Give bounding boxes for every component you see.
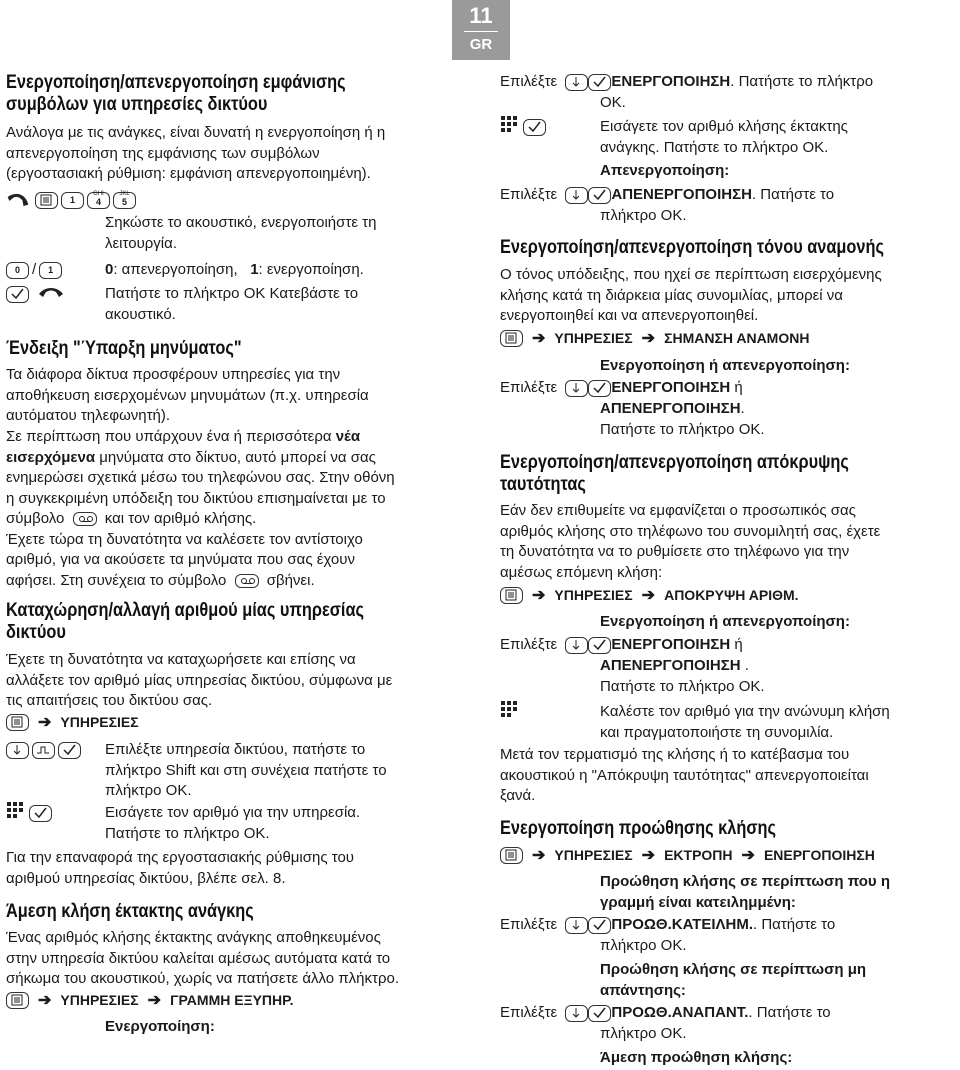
slash-separator: / bbox=[32, 260, 37, 278]
page-number: 11 bbox=[469, 3, 493, 28]
down-arrow-key-icon bbox=[6, 742, 29, 759]
ok-check-icon bbox=[588, 187, 611, 204]
text-line: Πατήστε το πλήκτρο OK. bbox=[105, 824, 270, 842]
keypad-only bbox=[500, 702, 520, 722]
subheading-toggle: Ενεργοποίηση ή απενεργοποίηση: bbox=[600, 613, 850, 630]
key-4-icon bbox=[87, 192, 110, 209]
text-line: αριθμό, για να ακούσετε τα μηνύματα που σας έχουν bbox=[6, 551, 355, 568]
option-value: ΠΡΟΩΘ.ΑΝΑΠΑΝΤ. bbox=[611, 1004, 749, 1021]
down-arrow-key-icon bbox=[565, 917, 588, 934]
text-line bbox=[6, 509, 395, 530]
text-line bbox=[600, 399, 745, 420]
menu-path-caller-id bbox=[500, 585, 799, 605]
text-line: αυτόματου τηλεφωνητή). bbox=[6, 407, 171, 424]
menu-item: ΥΠΗΡΕΣΙΕΣ bbox=[60, 714, 139, 730]
right-arrow-icon: ➔ bbox=[641, 587, 656, 604]
text-line: και πραγματοποιήστε τη συνομιλία. bbox=[600, 723, 834, 741]
text-line: Εάν δεν επιθυμείτε να εμφανίζεται ο προσωπικός σας bbox=[500, 502, 856, 519]
right-arrow-icon: ➔ bbox=[641, 330, 656, 347]
subheading-deactivation: Απενεργοποίηση: bbox=[600, 162, 730, 179]
key-sublabel: GHI bbox=[93, 190, 104, 197]
text-span: . bbox=[740, 657, 749, 674]
handset-icon bbox=[6, 190, 32, 211]
text-line: Για την επαναφορά της εργοστασιακής ρύθμισης του bbox=[6, 849, 355, 866]
menu-key-icon bbox=[35, 192, 58, 209]
key-label: 1 bbox=[69, 194, 75, 205]
right-arrow-icon: ➔ bbox=[38, 992, 52, 1009]
text-line bbox=[600, 656, 749, 677]
subheading-forward-no-answer bbox=[600, 960, 866, 1001]
key-label: 0 bbox=[14, 264, 20, 275]
down-arrow-key-icon bbox=[565, 637, 588, 654]
text-line: Προώθηση κλήσης σε περίπτωση που η bbox=[600, 873, 890, 890]
service-number-outro bbox=[6, 848, 354, 889]
text-span: . Πατήστε το bbox=[751, 186, 835, 203]
ok-check-icon bbox=[523, 119, 546, 136]
text-span: αφήσει. Στη συνέχεια το σύμβολο bbox=[6, 571, 227, 589]
text-line bbox=[6, 427, 395, 448]
text-line: Τα διάφορα δίκτυα προσφέρουν υπηρεσίες για την bbox=[6, 366, 341, 383]
text-line: ξανά. bbox=[500, 787, 536, 804]
subheading-forward-busy bbox=[600, 872, 890, 913]
menu-item: ΕΝΕΡΓΟΠΟΙΗΣΗ bbox=[763, 847, 875, 863]
right-arrow-icon: ➔ bbox=[641, 847, 656, 864]
text-line: στην υπηρεσία δικτύου καλείται αμέσως αυτόματα κατά το bbox=[6, 949, 391, 967]
text-line bbox=[6, 448, 395, 469]
text-span: : ενεργοποίηση. bbox=[258, 261, 364, 278]
text-line: τη δυνατότητα να το ρυθμίσετε στο τηλέφωνο για την bbox=[500, 543, 850, 560]
ok-check-icon bbox=[588, 637, 611, 654]
key-label: 4 bbox=[95, 196, 101, 207]
text-line bbox=[6, 571, 395, 592]
text-line: ενεργοποιηθεί και να απενεργοποιηθεί. bbox=[500, 307, 759, 324]
heading-line: ταυτότητας bbox=[500, 474, 586, 495]
select-toggle-line bbox=[500, 635, 743, 656]
text-line: Πατήστε το πλήκτρο OK. bbox=[600, 678, 765, 695]
step-enter-emergency-number bbox=[600, 117, 848, 158]
menu-key-icon bbox=[6, 992, 29, 1009]
heading-line: Ενεργοποίηση/απενεργοποίηση απόκρυψης bbox=[500, 452, 849, 473]
text-line: OK. bbox=[600, 94, 626, 111]
right-arrow-icon: ➔ bbox=[532, 587, 546, 604]
text-line: ανάγκης. Πατήστε το πλήκτρο OK. bbox=[600, 138, 829, 156]
menu-item: ΓΡΑΜΜΗ ΕΞΥΠΗΡ. bbox=[170, 992, 294, 1008]
caller-id-intro bbox=[500, 501, 880, 583]
menu-item: ΥΠΗΡΕΣΙΕΣ bbox=[554, 330, 633, 346]
text-line: Μετά τον τερματισμό της κλήσης ή το κατέβασμα του bbox=[500, 746, 850, 763]
menu-key-icon bbox=[500, 587, 523, 604]
text-line: (εργοστασιακή ρύθμιση: εμφάνιση απενεργοποιημένη). bbox=[6, 165, 371, 182]
menu-path-emergency bbox=[6, 990, 294, 1010]
text-line: πλήκτρο OK. bbox=[600, 207, 687, 224]
menu-path-services bbox=[6, 712, 139, 732]
option-value: ΑΠΕΝΕΡΓΟΠΟΙΗΣΗ bbox=[600, 400, 741, 417]
key-value: 0 bbox=[105, 261, 114, 278]
text-line: ενημερώσει σχετικά μέσω του τηλεφώνου σας. Στην οθόνη bbox=[6, 469, 395, 486]
bold-span: νέα bbox=[335, 428, 361, 445]
text-line: σήκωμα του ακουστικού, χωρίς να πατήσετε άλλο πλήκτρο. bbox=[6, 970, 399, 987]
text-line: Εισάγετε τον αριθμό για την υπηρεσία. bbox=[105, 804, 361, 821]
text-line: πλήκτρο OK. bbox=[600, 937, 687, 954]
option-value: ΕΝΕΡΓΟΠΟΙΗΣΗ bbox=[611, 73, 731, 90]
heading-line: συμβόλων για υπηρεσίες δικτύου bbox=[6, 94, 268, 115]
text-line: Έχετε τώρα τη δυνατότητα να καλέσετε τον αντίστοιχο bbox=[6, 530, 363, 548]
text-line: η συγκεκριμένη υπόδειξη του δικτύου επισημαίνεται με το bbox=[6, 489, 386, 507]
text-span: Επιλέξτε bbox=[500, 379, 558, 396]
handset-icon bbox=[38, 285, 64, 303]
text-line: αλλάξετε τον αριθμό μίας υπηρεσίας δικτύου, σύμφωνα με bbox=[6, 671, 393, 689]
text-span: μηνύματα στο δίκτυο, αυτό μπορεί να σας bbox=[95, 448, 376, 466]
menu-item: ΥΠΗΡΕΣΙΕΣ bbox=[554, 847, 633, 863]
step-lift-handset bbox=[105, 213, 376, 254]
menu-item: ΥΠΗΡΕΣΙΕΣ bbox=[554, 587, 633, 603]
down-arrow-key-icon bbox=[565, 1005, 588, 1022]
key-1-icon bbox=[39, 262, 62, 279]
menu-key-icon bbox=[6, 714, 29, 731]
subheading-activation: Ενεργοποίηση: bbox=[105, 1018, 215, 1035]
right-arrow-icon: ➔ bbox=[741, 847, 755, 864]
select-activate-line bbox=[500, 72, 873, 93]
text-line: κλήσης κατά τη διάρκεια μίας συνομιλίας, μπορεί να bbox=[500, 286, 843, 304]
ok-and-hangup bbox=[6, 284, 64, 304]
message-intro bbox=[6, 365, 369, 427]
text-line: τις απαιτήσεις του δικτύου σας. bbox=[6, 692, 213, 709]
text-line: αποθήκευση εισερχομένων μηνυμάτων (π.χ. υπηρεσία bbox=[6, 386, 369, 404]
subheading-forward-immediate: Άμεση προώθηση κλήσης: bbox=[600, 1049, 793, 1066]
ok-check-icon bbox=[6, 286, 29, 303]
text-span: Επιλέξτε bbox=[500, 636, 558, 653]
keypad-icon bbox=[500, 115, 520, 140]
right-arrow-icon: ➔ bbox=[147, 992, 162, 1009]
text-span: . Πατήστε το πλήκτρο bbox=[730, 73, 874, 90]
step-toggle-option bbox=[105, 260, 364, 281]
text-line: Ένας αριθμός κλήσης έκτακτης ανάγκης αποθηκευμένος bbox=[6, 929, 381, 946]
option-value: ΕΝΕΡΓΟΠΟΙΗΣΗ bbox=[611, 379, 731, 396]
text-line: Σηκώστε το ακουστικό, ενεργοποιήστε τη bbox=[105, 214, 377, 231]
text-line: Προώθηση κλήσης σε περίπτωση μη bbox=[600, 961, 867, 978]
text-span: Επιλέξτε bbox=[500, 186, 558, 203]
section-title-emergency: Άμεση κλήση έκτακτης ανάγκης bbox=[6, 901, 254, 922]
ok-check-icon bbox=[588, 74, 611, 91]
text-span: σβήνει. bbox=[266, 571, 315, 589]
symbols-intro bbox=[6, 123, 385, 185]
text-span: Επιλέξτε bbox=[500, 916, 558, 933]
ok-check-icon bbox=[29, 805, 52, 822]
text-line: Καλέστε τον αριθμό για την ανώνυμη κλήση bbox=[600, 703, 890, 720]
key-0-icon bbox=[6, 262, 29, 279]
text-span: Επιλέξτε bbox=[500, 73, 558, 90]
heading-line: Καταχώρηση/αλλαγή αριθμού μίας υπηρεσίας bbox=[6, 600, 364, 621]
text-span: ή bbox=[730, 379, 743, 396]
text-line: πλήκτρο OK. bbox=[105, 782, 192, 799]
page-badge bbox=[452, 0, 510, 60]
down-arrow-key-icon bbox=[565, 74, 588, 91]
text-line: αμέσως επόμενη κλήση: bbox=[500, 563, 663, 581]
menu-item: ΕΚΤΡΟΠΗ bbox=[664, 847, 733, 863]
key-sequence-activate bbox=[6, 190, 136, 210]
text-line: γραμμή είναι κατειλημμένη: bbox=[600, 893, 796, 911]
shift-key-icon bbox=[32, 742, 55, 759]
language-code: GR bbox=[469, 36, 493, 53]
ok-check-icon bbox=[588, 380, 611, 397]
bold-span: εισερχόμενα bbox=[6, 448, 96, 466]
section-title-message: Ένδειξη "Ύπαρξη μηνύματος" bbox=[6, 338, 242, 359]
keypad-icon bbox=[500, 700, 520, 725]
text-line: πλήκτρο OK. bbox=[600, 1025, 687, 1042]
text-line: πλήκτρο Shift και στη συνέχεια πατήστε το bbox=[105, 761, 387, 779]
text-span: Επιλέξτε bbox=[500, 1004, 558, 1021]
option-value: ΠΡΟΩΘ.ΚΑΤΕΙΛΗΜ. bbox=[611, 916, 753, 933]
menu-item: ΑΠΟΚΡΥΨΗ ΑΡΙΘΜ. bbox=[664, 587, 799, 603]
key-sequence-select-service bbox=[6, 740, 81, 760]
menu-item: ΥΠΗΡΕΣΙΕΣ bbox=[60, 992, 139, 1008]
heading-line: δικτύου bbox=[6, 622, 66, 643]
text-span: και τον αριθμό κλήσης. bbox=[104, 510, 257, 527]
text-line: Εισάγετε τον αριθμό κλήσης έκτακτης bbox=[600, 118, 848, 135]
option-value: ΕΝΕΡΓΟΠΟΙΗΣΗ bbox=[611, 636, 731, 653]
key-label: 5 bbox=[121, 196, 127, 207]
text-line: Επιλέξτε υπηρεσία δικτύου, πατήστε το bbox=[105, 741, 366, 758]
key-label: 1 bbox=[48, 264, 54, 275]
text-line: απάντησης: bbox=[600, 981, 686, 999]
step-anonymous-call bbox=[600, 702, 890, 743]
section-title-call-forward: Ενεργοποίηση προώθησης κλήσης bbox=[500, 818, 776, 839]
step-select-service bbox=[105, 740, 387, 802]
right-arrow-icon: ➔ bbox=[532, 330, 546, 347]
ok-check-icon bbox=[588, 917, 611, 934]
text-span: . bbox=[740, 400, 745, 417]
step-enter-number bbox=[105, 803, 360, 844]
text-line: Έχετε τη δυνατότητα να καταχωρήσετε και επίσης να bbox=[6, 651, 356, 668]
select-toggle-line bbox=[500, 378, 743, 399]
text-line: ακουστικό. bbox=[105, 305, 176, 323]
menu-item: ΣΗΜΑΝΣΗ ΑΝΑΜΟΝΗ bbox=[664, 330, 810, 346]
text-line: Πατήστε το πλήκτρο OK Κατεβάστε το bbox=[105, 285, 359, 302]
keypad-and-ok bbox=[500, 117, 546, 137]
keypad-and-ok bbox=[6, 803, 52, 823]
voicemail-icon bbox=[73, 512, 97, 526]
text-line: αριθμού υπηρεσίας δικτύου, βλέπε σελ. 8. bbox=[6, 869, 286, 887]
right-arrow-icon: ➔ bbox=[532, 847, 546, 864]
option-value: ΑΠΕΝΕΡΓΟΠΟΙΗΣΗ bbox=[600, 657, 741, 674]
text-line: αριθμός κλήσης στο τηλέφωνο του συνομιλητή σας, έχετε bbox=[500, 522, 881, 540]
step-press-ok bbox=[105, 284, 358, 325]
text-line: λειτουργία. bbox=[105, 234, 177, 252]
down-arrow-key-icon bbox=[565, 380, 588, 397]
select-deactivate-line bbox=[500, 185, 834, 206]
text-line: απενεργοποίηση της εμφάνισης των συμβόλων bbox=[6, 144, 320, 162]
right-arrow-icon: ➔ bbox=[38, 714, 52, 731]
ok-check-icon bbox=[58, 742, 81, 759]
key-value: 1 bbox=[250, 261, 259, 278]
badge-divider bbox=[464, 31, 498, 32]
section-title-caller-id bbox=[500, 452, 849, 496]
text-span: σύμβολο bbox=[6, 510, 65, 527]
text-span: ή bbox=[730, 636, 743, 653]
select-forward-no-answer bbox=[500, 1003, 831, 1024]
heading-line: Ενεργοποίηση/απενεργοποίηση εμφάνισης bbox=[6, 72, 346, 93]
text-span: Σε περίπτωση που υπάρχουν ένα ή περισσότερα bbox=[6, 428, 336, 445]
keypad-icon bbox=[6, 801, 26, 826]
key-sublabel: JKL bbox=[119, 190, 130, 197]
text-line: Ανάλογα με τις ανάγκες, είναι δυνατή η ενεργοποίηση ή η bbox=[6, 124, 386, 141]
voicemail-icon bbox=[235, 574, 259, 588]
emergency-intro bbox=[6, 928, 399, 990]
text-span: : απενεργοποίηση, bbox=[113, 261, 238, 278]
call-waiting-intro bbox=[500, 265, 882, 327]
key-0-or-1 bbox=[6, 260, 62, 280]
text-line: ακουστικού η "Απόκρυψη ταυτότητας" απενεργοποιείται bbox=[500, 766, 869, 784]
subheading-toggle: Ενεργοποίηση ή απενεργοποίηση: bbox=[600, 357, 850, 374]
section-title-service-number bbox=[6, 600, 364, 644]
text-span: . Πατήστε το bbox=[748, 1004, 831, 1021]
text-line: Πατήστε το πλήκτρο OK. bbox=[600, 421, 765, 438]
menu-path-call-waiting bbox=[500, 328, 809, 348]
key-5-icon bbox=[113, 192, 136, 209]
down-arrow-key-icon bbox=[565, 187, 588, 204]
menu-key-icon bbox=[500, 330, 523, 347]
ok-check-icon bbox=[588, 1005, 611, 1022]
caller-id-outro bbox=[500, 745, 869, 807]
message-body bbox=[6, 427, 395, 591]
menu-path-call-forward bbox=[500, 845, 875, 865]
text-span: . Πατήστε το bbox=[753, 916, 836, 933]
option-value: ΑΠΕΝΕΡΓΟΠΟΙΗΣΗ bbox=[611, 186, 752, 203]
service-number-intro bbox=[6, 650, 392, 712]
section-title-call-waiting: Ενεργοποίηση/απενεργοποίηση τόνου αναμονής bbox=[500, 237, 884, 258]
section-title-symbols bbox=[6, 72, 346, 116]
key-1-icon bbox=[61, 192, 84, 209]
text-line: Ο τόνος υπόδειξης, που ηχεί σε περίπτωση εισερχόμενης bbox=[500, 266, 882, 283]
menu-key-icon bbox=[500, 847, 523, 864]
select-forward-busy bbox=[500, 915, 835, 936]
